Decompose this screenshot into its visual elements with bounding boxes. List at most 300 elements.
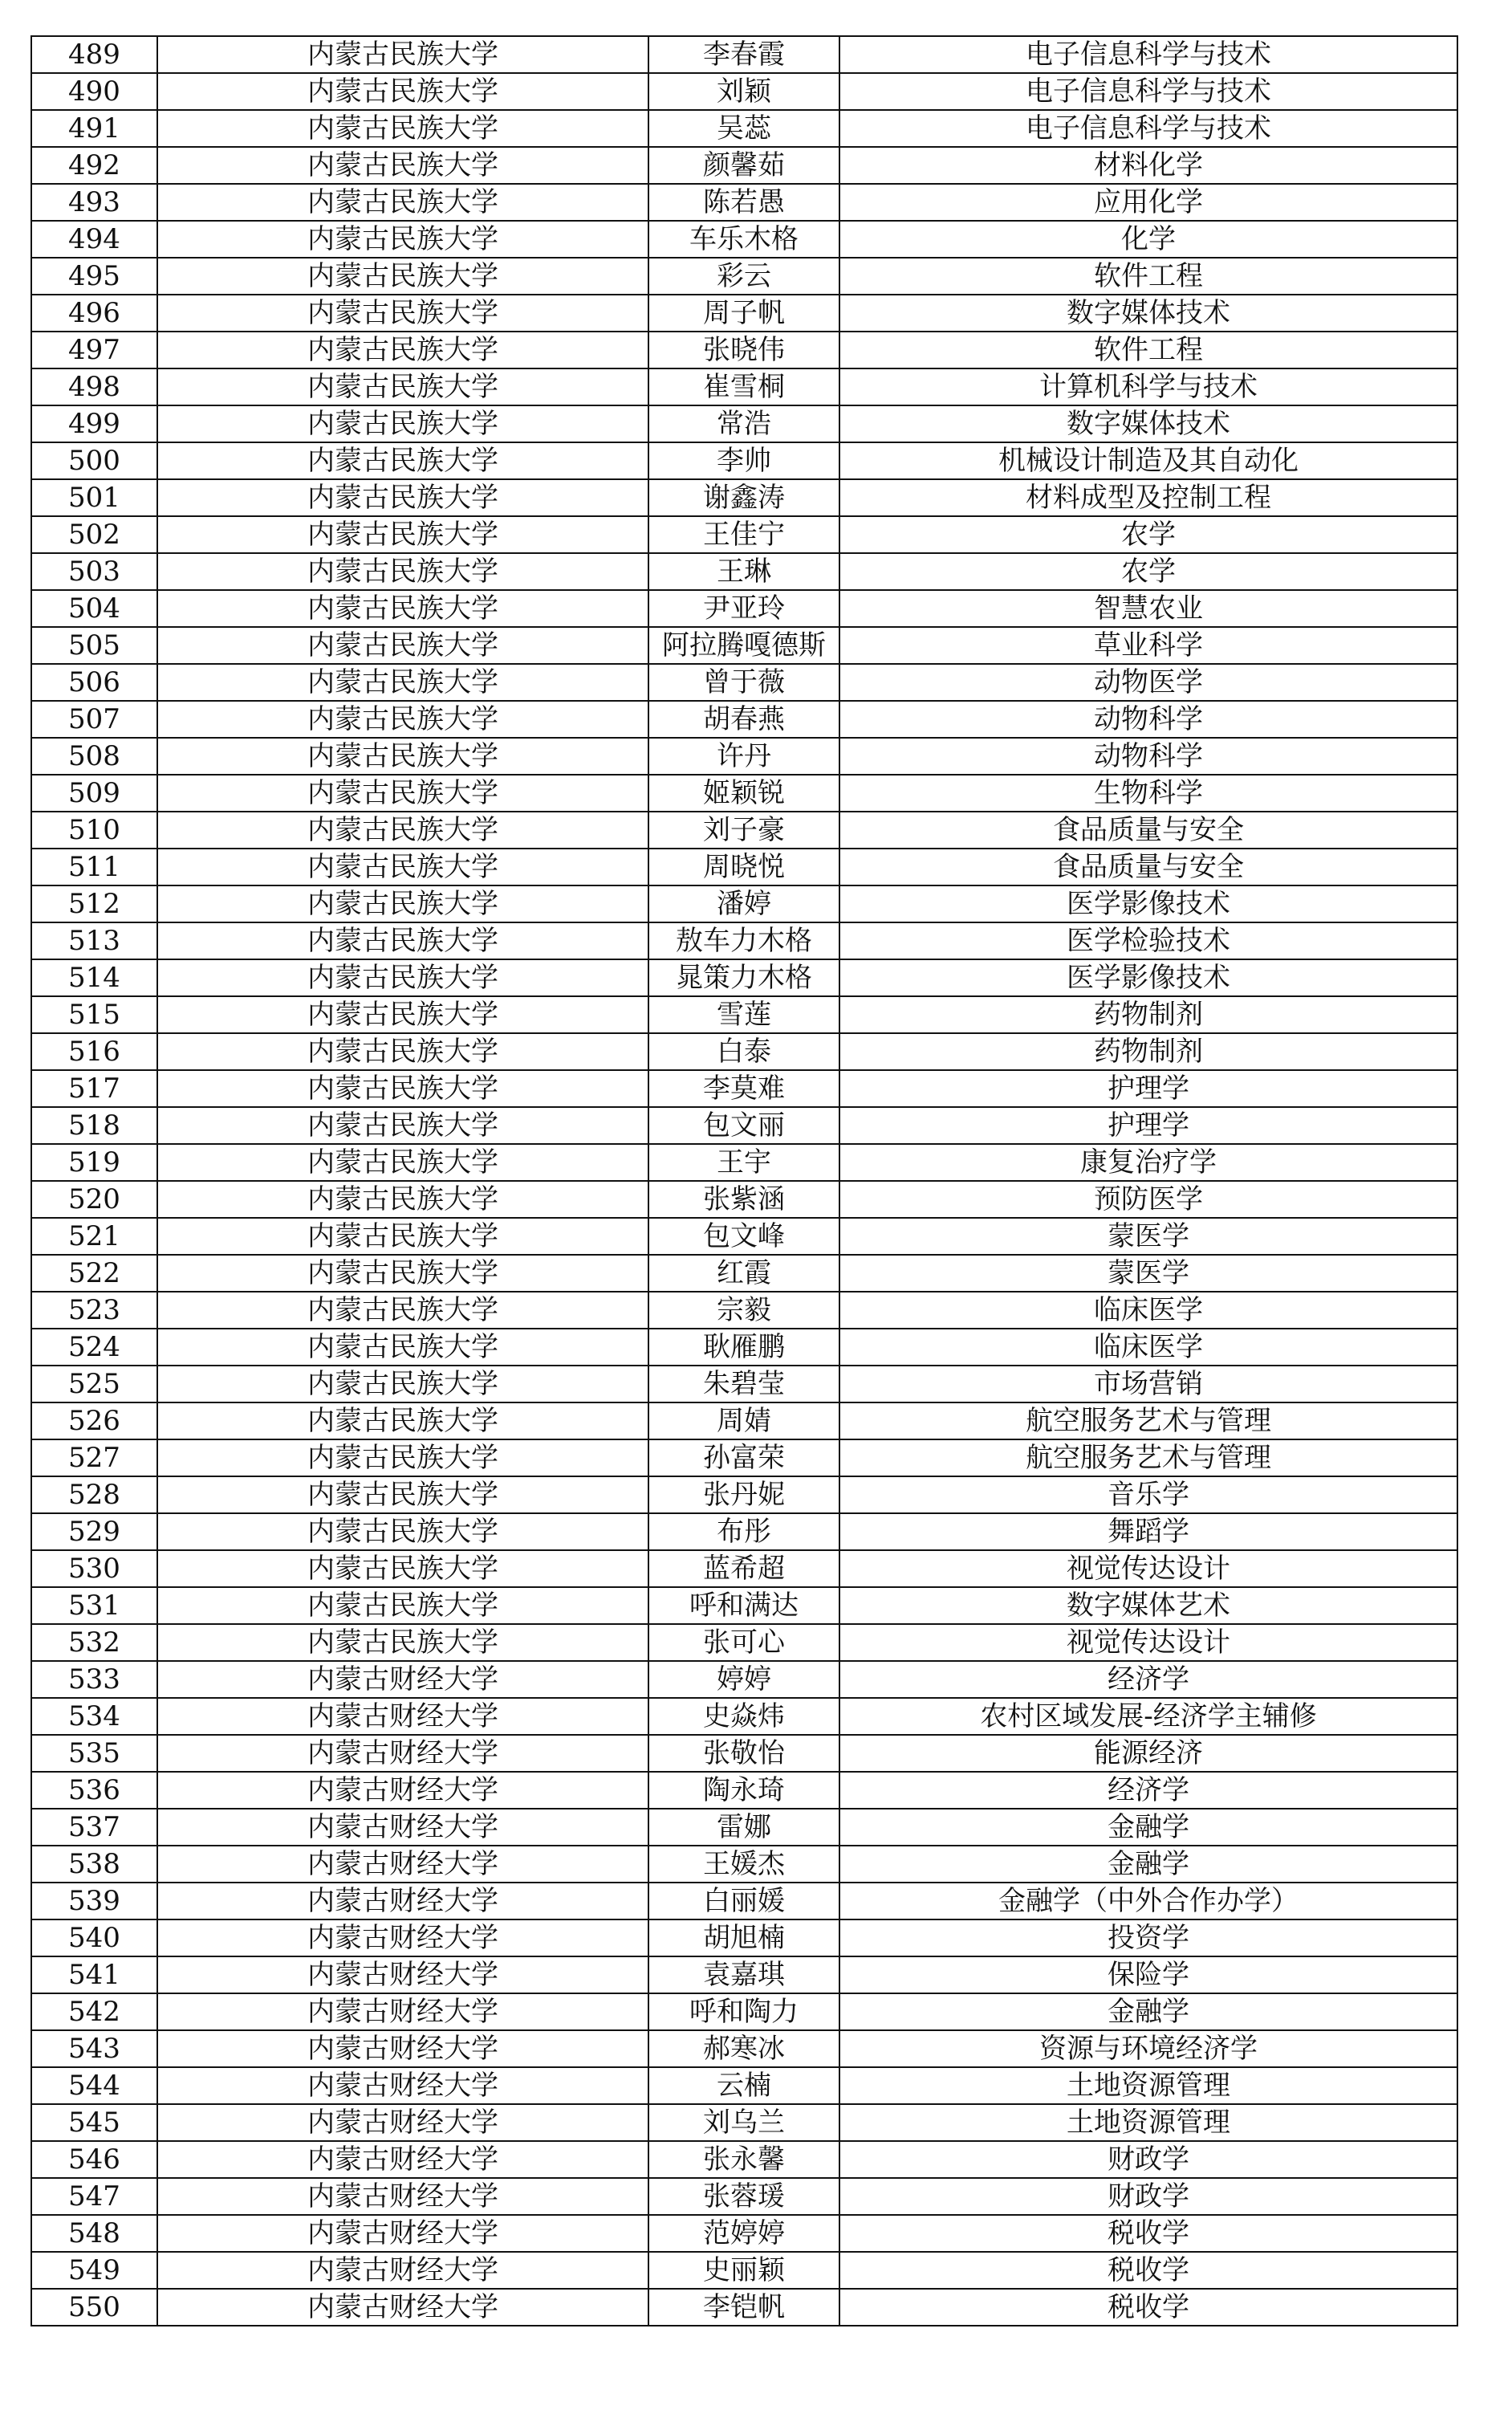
table-row <box>31 1402 1457 1439</box>
student-name-cell: 张晓伟 <box>648 332 839 368</box>
school-cell: 内蒙古民族大学 <box>157 147 648 184</box>
major-cell: 税收学 <box>839 2252 1457 2289</box>
school-cell: 内蒙古民族大学 <box>157 405 648 442</box>
school-cell: 内蒙古民族大学 <box>157 849 648 885</box>
major-cell: 护理学 <box>839 1107 1457 1144</box>
major-cell: 医学影像技术 <box>839 959 1457 996</box>
school-cell: 内蒙古财经大学 <box>157 2104 648 2141</box>
major-cell: 康复治疗学 <box>839 1144 1457 1181</box>
table-row <box>31 1070 1457 1107</box>
row-number-cell: 520 <box>31 1181 157 1218</box>
major-cell: 音乐学 <box>839 1476 1457 1513</box>
school-cell: 内蒙古财经大学 <box>157 1846 648 1883</box>
major-cell: 化学 <box>839 221 1457 258</box>
school-cell: 内蒙古财经大学 <box>157 2178 648 2215</box>
student-name-cell: 李铠帆 <box>648 2289 839 2326</box>
major-cell: 农学 <box>839 516 1457 553</box>
school-cell: 内蒙古民族大学 <box>157 1366 648 1402</box>
table-row <box>31 1033 1457 1070</box>
student-name-cell: 敖车力木格 <box>648 922 839 959</box>
school-cell: 内蒙古民族大学 <box>157 922 648 959</box>
school-cell: 内蒙古民族大学 <box>157 590 648 627</box>
table-row <box>31 368 1457 405</box>
major-cell: 机械设计制造及其自动化 <box>839 442 1457 479</box>
school-cell: 内蒙古财经大学 <box>157 1993 648 2030</box>
school-cell: 内蒙古民族大学 <box>157 738 648 775</box>
school-cell: 内蒙古民族大学 <box>157 516 648 553</box>
table-row <box>31 1809 1457 1846</box>
major-cell: 动物科学 <box>839 738 1457 775</box>
table-row <box>31 1255 1457 1292</box>
major-cell: 蒙医学 <box>839 1218 1457 1255</box>
row-number-cell: 503 <box>31 553 157 590</box>
row-number-cell: 540 <box>31 1919 157 1956</box>
school-cell: 内蒙古民族大学 <box>157 73 648 110</box>
student-name-cell: 许丹 <box>648 738 839 775</box>
major-cell: 护理学 <box>839 1070 1457 1107</box>
row-number-cell: 512 <box>31 885 157 922</box>
major-cell: 航空服务艺术与管理 <box>839 1402 1457 1439</box>
table-row <box>31 2252 1457 2289</box>
student-name-cell: 颜馨茹 <box>648 147 839 184</box>
table-row <box>31 1550 1457 1587</box>
table-row <box>31 184 1457 221</box>
table-row <box>31 1439 1457 1476</box>
table-row <box>31 590 1457 627</box>
row-number-cell: 513 <box>31 922 157 959</box>
student-name-cell: 呼和满达 <box>648 1587 839 1624</box>
row-number-cell: 526 <box>31 1402 157 1439</box>
student-name-cell: 白泰 <box>648 1033 839 1070</box>
student-name-cell: 刘乌兰 <box>648 2104 839 2141</box>
major-cell: 土地资源管理 <box>839 2067 1457 2104</box>
student-name-cell: 胡春燕 <box>648 701 839 738</box>
school-cell: 内蒙古财经大学 <box>157 2215 648 2252</box>
major-cell: 视觉传达设计 <box>839 1624 1457 1661</box>
row-number-cell: 524 <box>31 1329 157 1366</box>
student-name-cell: 耿雁鹏 <box>648 1329 839 1366</box>
table-row <box>31 2030 1457 2067</box>
school-cell: 内蒙古财经大学 <box>157 1735 648 1772</box>
row-number-cell: 521 <box>31 1218 157 1255</box>
school-cell: 内蒙古民族大学 <box>157 1181 648 1218</box>
row-number-cell: 534 <box>31 1698 157 1735</box>
table-row <box>31 701 1457 738</box>
row-number-cell: 537 <box>31 1809 157 1846</box>
school-cell: 内蒙古民族大学 <box>157 1218 648 1255</box>
row-number-cell: 508 <box>31 738 157 775</box>
table-row <box>31 1513 1457 1550</box>
row-number-cell: 494 <box>31 221 157 258</box>
school-cell: 内蒙古财经大学 <box>157 1883 648 1919</box>
table-row <box>31 442 1457 479</box>
row-number-cell: 549 <box>31 2252 157 2289</box>
table-row <box>31 1883 1457 1919</box>
major-cell: 医学检验技术 <box>839 922 1457 959</box>
major-cell: 保险学 <box>839 1956 1457 1993</box>
student-name-cell: 晁策力木格 <box>648 959 839 996</box>
row-number-cell: 510 <box>31 812 157 849</box>
major-cell: 草业科学 <box>839 627 1457 664</box>
table-row <box>31 147 1457 184</box>
major-cell: 食品质量与安全 <box>839 849 1457 885</box>
table-row <box>31 2104 1457 2141</box>
school-cell: 内蒙古民族大学 <box>157 1624 648 1661</box>
table-row <box>31 775 1457 812</box>
major-cell: 预防医学 <box>839 1181 1457 1218</box>
major-cell: 财政学 <box>839 2178 1457 2215</box>
student-name-cell: 周晓悦 <box>648 849 839 885</box>
student-name-cell: 周婧 <box>648 1402 839 1439</box>
row-number-cell: 511 <box>31 849 157 885</box>
row-number-cell: 541 <box>31 1956 157 1993</box>
school-cell: 内蒙古民族大学 <box>157 664 648 701</box>
table-row <box>31 73 1457 110</box>
row-number-cell: 539 <box>31 1883 157 1919</box>
student-name-cell: 张蓉瑗 <box>648 2178 839 2215</box>
student-name-cell: 云楠 <box>648 2067 839 2104</box>
row-number-cell: 547 <box>31 2178 157 2215</box>
student-name-cell: 雪莲 <box>648 996 839 1033</box>
table-row <box>31 1772 1457 1809</box>
row-number-cell: 497 <box>31 332 157 368</box>
table-row <box>31 479 1457 516</box>
student-name-cell: 张敬怡 <box>648 1735 839 1772</box>
row-number-cell: 525 <box>31 1366 157 1402</box>
student-name-cell: 阿拉腾嘎德斯 <box>648 627 839 664</box>
student-name-cell: 彩云 <box>648 258 839 295</box>
major-cell: 税收学 <box>839 2289 1457 2326</box>
table-row <box>31 1218 1457 1255</box>
student-name-cell: 史丽颖 <box>648 2252 839 2289</box>
student-name-cell: 车乐木格 <box>648 221 839 258</box>
student-name-cell: 史焱炜 <box>648 1698 839 1735</box>
school-cell: 内蒙古财经大学 <box>157 2289 648 2326</box>
school-cell: 内蒙古财经大学 <box>157 2141 648 2178</box>
major-cell: 经济学 <box>839 1772 1457 1809</box>
student-name-cell: 姬颖锐 <box>648 775 839 812</box>
table-row <box>31 1698 1457 1735</box>
table-row <box>31 553 1457 590</box>
table-row <box>31 1292 1457 1329</box>
student-name-cell: 袁嘉琪 <box>648 1956 839 1993</box>
school-cell: 内蒙古民族大学 <box>157 1439 648 1476</box>
table-row <box>31 1366 1457 1402</box>
school-cell: 内蒙古民族大学 <box>157 1107 648 1144</box>
table-row <box>31 664 1457 701</box>
major-cell: 应用化学 <box>839 184 1457 221</box>
table-row <box>31 2215 1457 2252</box>
row-number-cell: 544 <box>31 2067 157 2104</box>
row-number-cell: 496 <box>31 295 157 332</box>
school-cell: 内蒙古民族大学 <box>157 701 648 738</box>
major-cell: 电子信息科学与技术 <box>839 73 1457 110</box>
student-name-cell: 婷婷 <box>648 1661 839 1698</box>
row-number-cell: 519 <box>31 1144 157 1181</box>
table-row <box>31 812 1457 849</box>
student-name-cell: 王琳 <box>648 553 839 590</box>
table-row <box>31 36 1457 73</box>
major-cell: 农村区域发展-经济学主辅修 <box>839 1698 1457 1735</box>
school-cell: 内蒙古民族大学 <box>157 1329 648 1366</box>
row-number-cell: 533 <box>31 1661 157 1698</box>
student-name-cell: 常浩 <box>648 405 839 442</box>
student-name-cell: 呼和陶力 <box>648 1993 839 2030</box>
school-cell: 内蒙古财经大学 <box>157 1809 648 1846</box>
row-number-cell: 502 <box>31 516 157 553</box>
student-name-cell: 刘颖 <box>648 73 839 110</box>
row-number-cell: 517 <box>31 1070 157 1107</box>
roster-table <box>30 35 1458 2326</box>
table-row <box>31 332 1457 368</box>
major-cell: 临床医学 <box>839 1292 1457 1329</box>
major-cell: 视觉传达设计 <box>839 1550 1457 1587</box>
school-cell: 内蒙古财经大学 <box>157 1772 648 1809</box>
row-number-cell: 515 <box>31 996 157 1033</box>
major-cell: 金融学 <box>839 1993 1457 2030</box>
major-cell: 软件工程 <box>839 332 1457 368</box>
row-number-cell: 490 <box>31 73 157 110</box>
row-number-cell: 504 <box>31 590 157 627</box>
table-row <box>31 1735 1457 1772</box>
row-number-cell: 545 <box>31 2104 157 2141</box>
row-number-cell: 514 <box>31 959 157 996</box>
student-name-cell: 张丹妮 <box>648 1476 839 1513</box>
major-cell: 医学影像技术 <box>839 885 1457 922</box>
school-cell: 内蒙古民族大学 <box>157 332 648 368</box>
school-cell: 内蒙古财经大学 <box>157 1956 648 1993</box>
school-cell: 内蒙古财经大学 <box>157 2030 648 2067</box>
school-cell: 内蒙古民族大学 <box>157 258 648 295</box>
student-name-cell: 李春霞 <box>648 36 839 73</box>
table-row <box>31 1846 1457 1883</box>
major-cell: 计算机科学与技术 <box>839 368 1457 405</box>
table-row <box>31 2067 1457 2104</box>
major-cell: 金融学（中外合作办学） <box>839 1883 1457 1919</box>
row-number-cell: 532 <box>31 1624 157 1661</box>
student-name-cell: 曾于薇 <box>648 664 839 701</box>
student-name-cell: 包文丽 <box>648 1107 839 1144</box>
major-cell: 软件工程 <box>839 258 1457 295</box>
major-cell: 航空服务艺术与管理 <box>839 1439 1457 1476</box>
student-name-cell: 雷娜 <box>648 1809 839 1846</box>
table-row <box>31 959 1457 996</box>
table-row <box>31 2289 1457 2326</box>
student-name-cell: 陶永琦 <box>648 1772 839 1809</box>
table-row <box>31 849 1457 885</box>
row-number-cell: 500 <box>31 442 157 479</box>
row-number-cell: 506 <box>31 664 157 701</box>
student-name-cell: 崔雪桐 <box>648 368 839 405</box>
student-name-cell: 范婷婷 <box>648 2215 839 2252</box>
school-cell: 内蒙古民族大学 <box>157 110 648 147</box>
major-cell: 药物制剂 <box>839 1033 1457 1070</box>
table-row <box>31 922 1457 959</box>
table-row <box>31 2178 1457 2215</box>
school-cell: 内蒙古财经大学 <box>157 2252 648 2289</box>
student-name-cell: 吴蕊 <box>648 110 839 147</box>
school-cell: 内蒙古民族大学 <box>157 627 648 664</box>
major-cell: 材料化学 <box>839 147 1457 184</box>
table-row <box>31 295 1457 332</box>
school-cell: 内蒙古民族大学 <box>157 1070 648 1107</box>
row-number-cell: 543 <box>31 2030 157 2067</box>
major-cell: 资源与环境经济学 <box>839 2030 1457 2067</box>
major-cell: 税收学 <box>839 2215 1457 2252</box>
major-cell: 农学 <box>839 553 1457 590</box>
school-cell: 内蒙古民族大学 <box>157 959 648 996</box>
row-number-cell: 505 <box>31 627 157 664</box>
table-row <box>31 1919 1457 1956</box>
row-number-cell: 491 <box>31 110 157 147</box>
school-cell: 内蒙古民族大学 <box>157 812 648 849</box>
row-number-cell: 542 <box>31 1993 157 2030</box>
table-row <box>31 1587 1457 1624</box>
row-number-cell: 535 <box>31 1735 157 1772</box>
student-name-cell: 尹亚玲 <box>648 590 839 627</box>
student-name-cell: 周子帆 <box>648 295 839 332</box>
student-name-cell: 朱碧莹 <box>648 1366 839 1402</box>
table-row <box>31 738 1457 775</box>
major-cell: 电子信息科学与技术 <box>839 110 1457 147</box>
school-cell: 内蒙古财经大学 <box>157 1698 648 1735</box>
row-number-cell: 509 <box>31 775 157 812</box>
school-cell: 内蒙古民族大学 <box>157 1587 648 1624</box>
table-row <box>31 1329 1457 1366</box>
row-number-cell: 536 <box>31 1772 157 1809</box>
school-cell: 内蒙古民族大学 <box>157 1255 648 1292</box>
major-cell: 财政学 <box>839 2141 1457 2178</box>
row-number-cell: 529 <box>31 1513 157 1550</box>
school-cell: 内蒙古民族大学 <box>157 295 648 332</box>
row-number-cell: 531 <box>31 1587 157 1624</box>
school-cell: 内蒙古民族大学 <box>157 1033 648 1070</box>
row-number-cell: 489 <box>31 36 157 73</box>
student-name-cell: 宗毅 <box>648 1292 839 1329</box>
row-number-cell: 548 <box>31 2215 157 2252</box>
major-cell: 动物医学 <box>839 664 1457 701</box>
student-name-cell: 王宇 <box>648 1144 839 1181</box>
major-cell: 智慧农业 <box>839 590 1457 627</box>
table-row <box>31 1956 1457 1993</box>
major-cell: 电子信息科学与技术 <box>839 36 1457 73</box>
student-name-cell: 张可心 <box>648 1624 839 1661</box>
school-cell: 内蒙古民族大学 <box>157 775 648 812</box>
major-cell: 动物科学 <box>839 701 1457 738</box>
major-cell: 生物科学 <box>839 775 1457 812</box>
student-name-cell: 郝寒冰 <box>648 2030 839 2067</box>
student-name-cell: 布彤 <box>648 1513 839 1550</box>
table-row <box>31 2141 1457 2178</box>
row-number-cell: 528 <box>31 1476 157 1513</box>
row-number-cell: 546 <box>31 2141 157 2178</box>
table-row <box>31 1476 1457 1513</box>
student-name-cell: 张紫涵 <box>648 1181 839 1218</box>
major-cell: 能源经济 <box>839 1735 1457 1772</box>
roster-table-body <box>31 36 1457 2326</box>
table-row <box>31 110 1457 147</box>
student-name-cell: 王佳宁 <box>648 516 839 553</box>
table-row <box>31 516 1457 553</box>
major-cell: 蒙医学 <box>839 1255 1457 1292</box>
school-cell: 内蒙古民族大学 <box>157 1476 648 1513</box>
student-name-cell: 李帅 <box>648 442 839 479</box>
table-row <box>31 1107 1457 1144</box>
major-cell: 数字媒体艺术 <box>839 1587 1457 1624</box>
major-cell: 金融学 <box>839 1846 1457 1883</box>
school-cell: 内蒙古民族大学 <box>157 184 648 221</box>
school-cell: 内蒙古民族大学 <box>157 1144 648 1181</box>
school-cell: 内蒙古民族大学 <box>157 885 648 922</box>
student-name-cell: 潘婷 <box>648 885 839 922</box>
major-cell: 数字媒体技术 <box>839 405 1457 442</box>
school-cell: 内蒙古民族大学 <box>157 368 648 405</box>
school-cell: 内蒙古民族大学 <box>157 479 648 516</box>
school-cell: 内蒙古民族大学 <box>157 36 648 73</box>
table-row <box>31 1993 1457 2030</box>
student-name-cell: 胡旭楠 <box>648 1919 839 1956</box>
major-cell: 临床医学 <box>839 1329 1457 1366</box>
student-name-cell: 孙富荣 <box>648 1439 839 1476</box>
school-cell: 内蒙古财经大学 <box>157 1919 648 1956</box>
school-cell: 内蒙古民族大学 <box>157 1513 648 1550</box>
major-cell: 食品质量与安全 <box>839 812 1457 849</box>
student-name-cell: 王媛杰 <box>648 1846 839 1883</box>
student-name-cell: 张永馨 <box>648 2141 839 2178</box>
row-number-cell: 518 <box>31 1107 157 1144</box>
student-name-cell: 陈若愚 <box>648 184 839 221</box>
school-cell: 内蒙古财经大学 <box>157 1661 648 1698</box>
major-cell: 市场营销 <box>839 1366 1457 1402</box>
row-number-cell: 493 <box>31 184 157 221</box>
major-cell: 药物制剂 <box>839 996 1457 1033</box>
table-row <box>31 996 1457 1033</box>
school-cell: 内蒙古民族大学 <box>157 1402 648 1439</box>
row-number-cell: 499 <box>31 405 157 442</box>
school-cell: 内蒙古民族大学 <box>157 442 648 479</box>
row-number-cell: 507 <box>31 701 157 738</box>
row-number-cell: 495 <box>31 258 157 295</box>
major-cell: 舞蹈学 <box>839 1513 1457 1550</box>
student-name-cell: 李莫难 <box>648 1070 839 1107</box>
major-cell: 数字媒体技术 <box>839 295 1457 332</box>
school-cell: 内蒙古民族大学 <box>157 1550 648 1587</box>
table-row <box>31 221 1457 258</box>
school-cell: 内蒙古民族大学 <box>157 221 648 258</box>
row-number-cell: 501 <box>31 479 157 516</box>
major-cell: 投资学 <box>839 1919 1457 1956</box>
student-name-cell: 蓝希超 <box>648 1550 839 1587</box>
table-row <box>31 1661 1457 1698</box>
table-row <box>31 1144 1457 1181</box>
table-row <box>31 885 1457 922</box>
student-name-cell: 红霞 <box>648 1255 839 1292</box>
row-number-cell: 550 <box>31 2289 157 2326</box>
row-number-cell: 527 <box>31 1439 157 1476</box>
student-name-cell: 白丽媛 <box>648 1883 839 1919</box>
row-number-cell: 523 <box>31 1292 157 1329</box>
major-cell: 土地资源管理 <box>839 2104 1457 2141</box>
row-number-cell: 516 <box>31 1033 157 1070</box>
row-number-cell: 498 <box>31 368 157 405</box>
school-cell: 内蒙古民族大学 <box>157 553 648 590</box>
student-name-cell: 刘子豪 <box>648 812 839 849</box>
student-name-cell: 包文峰 <box>648 1218 839 1255</box>
table-row <box>31 1181 1457 1218</box>
row-number-cell: 522 <box>31 1255 157 1292</box>
school-cell: 内蒙古民族大学 <box>157 1292 648 1329</box>
major-cell: 材料成型及控制工程 <box>839 479 1457 516</box>
